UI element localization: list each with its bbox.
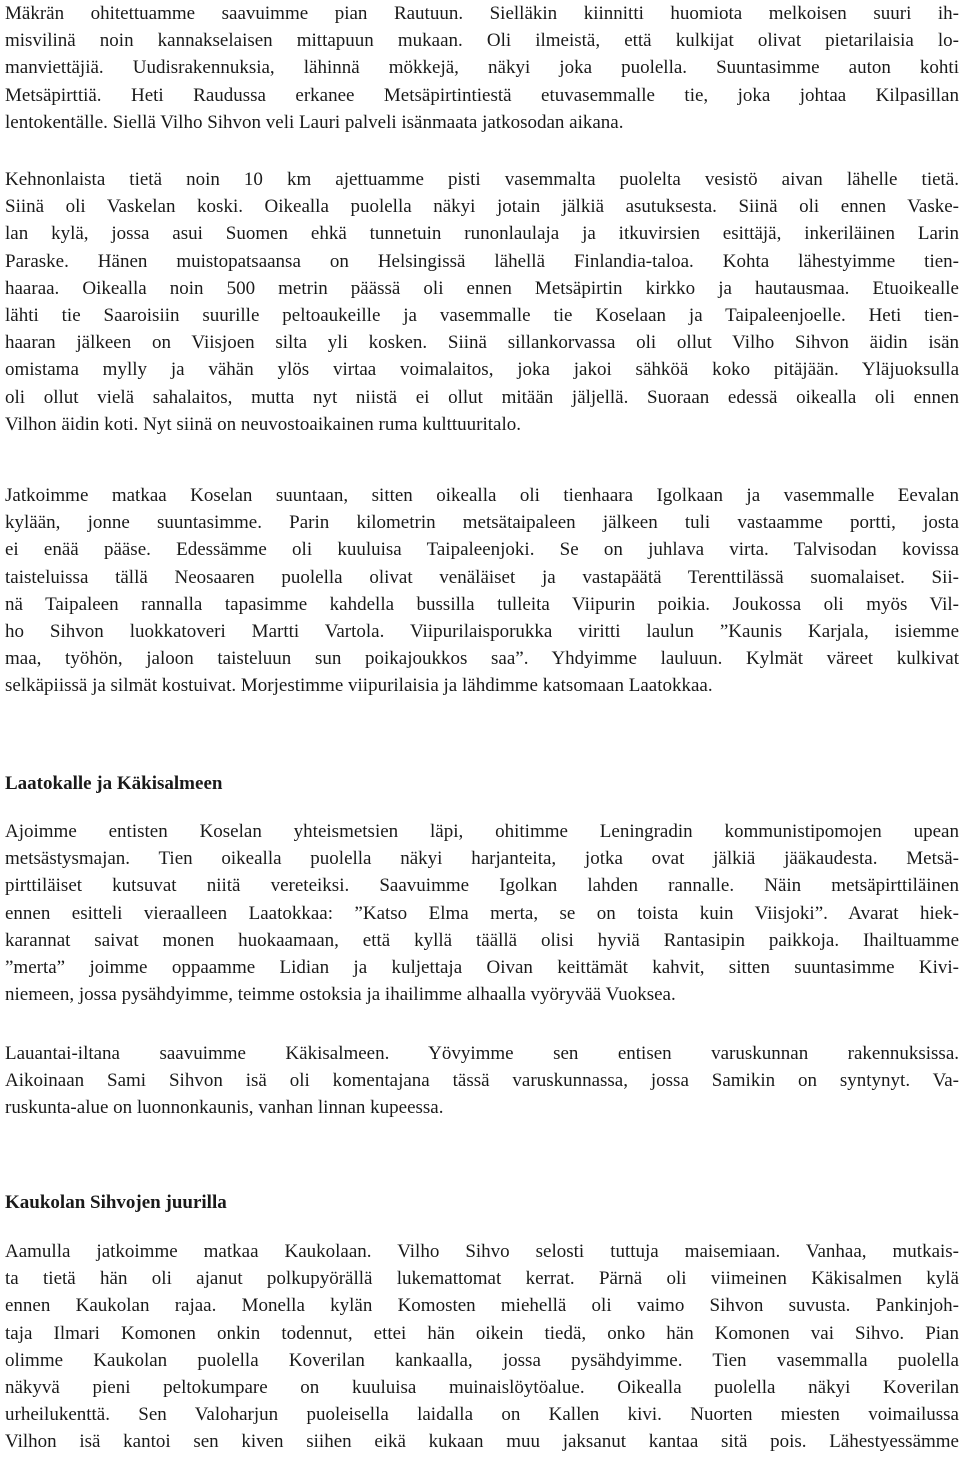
text-line: Metsäpirttiä. Heti Raudussa erkanee Metsäpirtintiestä etuvasemmalle tie, joka johtaa Kilpasillan <box>5 84 959 106</box>
paragraph-kaukola <box>5 1238 959 1456</box>
text-line: Paraske. Hänen muistopatsaansa on Helsingissä lähellä Finlandia-taloa. Kohta lähestyimme tien- <box>5 250 959 272</box>
text-line: selkäpiissä ja silmät kostuivat. Morjestimme viipurilaisia ja lähdimme katsomaan Laatokkaa. <box>5 675 713 697</box>
text-line: pirttiläiset kutsuvat niitä vereteiksi. Saavuimme Igolkan lahden rannalle. Näin metsäpirttiläinen <box>5 875 959 897</box>
text-line: Lauantai-iltana saavuimme Käkisalmeen. Yövyimme sen entisen varuskunnan rakennuksissa. <box>5 1043 959 1064</box>
text-line: ennen Kaukolan rajaa. Monella kylän Komosten miehellä oli vaimo Sihvon suvusta. Pankinjoh- <box>5 1295 959 1317</box>
text-line: Mäkrän ohitettuamme saavuimme pian Rautuun. Sielläkin kiinnitti huomiota melkoisen suuri ih- <box>5 3 959 24</box>
text-line: näkyvä pieni peltokumpare on kuuluisa muinaislöytöalue. Oikealla puolella näkyi Koverilan <box>5 1376 959 1398</box>
text-line: taja Ilmari Komonen onkin todennut, ettei hän oikein tiedä, onko hän Komonen vai Sihvo. Pian <box>5 1322 959 1344</box>
text-line: lähti tie Saaroisiin suurille peltoaukeille ja vasemmalle tie Koselaan ja Taipaleenjoelle. Heti tien- <box>5 304 959 326</box>
text-line: oli ollut vielä sahalaitos, mutta nyt niistä ei ollut mitään jäljellä. Suoraan edessä oikealla oli ennen <box>5 386 959 408</box>
text-line: niemeen, jossa pysähdyimme, teimme ostoksia ja ihailimme alhaalla vyöryvää Vuoksea. <box>5 984 676 1006</box>
text-line: haaran jälkeen on Viisjoen silta yli kosken. Siinä sillankorvassa oli ollut Vilho Sihvon äidin isän <box>5 332 959 354</box>
text-line: ”merta” joimme oppaamme Lidian ja kuljettaja Oivan keittämät kahvit, sitten suuntasimme Kivi- <box>5 956 959 978</box>
text-line: lentokentälle. Siellä Vilho Sihvon veli Lauri palveli isänmaata jatkosodan aikana. <box>5 111 624 133</box>
text-line: haaraa. Oikealla noin 500 metrin päässä oli ennen Metsäpirtin kirkko ja hautausmaa. Etuoikealle <box>5 277 959 299</box>
text-line: maa, työhön, jaloon taisteluun sun poikajoukkos saa”. Yhdyimme lauluun. Kylmät väreet kulkivat <box>5 648 959 670</box>
text-line: Ajoimme entisten Koselan yhteismetsien läpi, ohitimme Leningradin kommunistipomojen upean <box>5 821 959 842</box>
text-line: ho Sihvon luokkatoveri Martti Vartola. Viipurilaisporukka viritti laulun ”Kaunis Karjala, isiemme <box>5 620 959 642</box>
text-line: karannat saivat monen huokaamaan, että kyllä täällä olisi hyviä Rantasipin paikkoja. Ihailtuamme <box>5 929 959 951</box>
text-line: ennen esitteli vieraalleen Laatokkaa: ”Katso Elma merta, se on toista kuin Viisjoki”. Avarat hiek- <box>5 902 959 924</box>
text-line: Kehnonlaista tietä noin 10 km ajettuamme pisti vasemmalta puolelta vesistö aivan lähelle tietä. <box>5 169 959 190</box>
text-line: Aamulla jatkoimme matkaa Kaukolaan. Vilho Sihvo selosti tuttuja maisemiaan. Vanhaa, mutkais- <box>5 1241 959 1262</box>
text-line: lan kylä, jossa asui Suomen ehkä tunnetuin runonlaulaja ja itkuvirsien esittäjä, inkeriläinen Larin <box>5 223 959 245</box>
text-line: misvilinä noin kannakselaisen mittapuun mukaan. Oli ilmeistä, että kulkijat olivat pietarilaisia lo- <box>5 30 959 52</box>
text-line: Aikoinaan Sami Sihvon isä oli komentajana tässä varuskunnassa, jossa Samikin on syntynyt. Va- <box>5 1070 959 1092</box>
paragraph-koselan-suuntaan <box>5 482 959 700</box>
text-line: Jatkoimme matkaa Koselan suuntaan, sitten oikealla oli tienhaara Igolkaan ja vasemmalle Eevalan <box>5 485 959 506</box>
paragraph-rautu <box>5 0 959 136</box>
text-line: ta tietä hän oli ajanut polkupyörällä lukemattomat kerrat. Pärnä oli viimeinen Käkisalmen kylä <box>5 1268 959 1290</box>
text-line: manviettäjiä. Uudisrakennuksia, lähinnä mökkejä, näkyi joka puolella. Suuntasimme auton kohti <box>5 57 959 79</box>
text-line: kylään, jonne suuntasimme. Parin kilometrin metsätaipaleen jälkeen tuli vastaamme portti, josta <box>5 512 959 534</box>
text-line: olimme Kaukolan puolella Koverilan kankaalla, jossa pysähdyimme. Tien vasemmalla puolella <box>5 1349 959 1371</box>
text-line: Siinä oli Vaskelan koski. Oikealla puolella näkyi jotain jälkiä asutuksesta. Siinä oli ennen Vaske- <box>5 196 959 218</box>
text-line: metsästysmajan. Tien oikealla puolella näkyi harjanteita, jotka ovat jälkiä jääkaudesta. Metsä- <box>5 848 959 870</box>
paragraph-laatokka <box>5 818 959 1008</box>
text-line: ei enää pääse. Edessämme oli kuuluisa Taipaleenjoki. Se on juhlava virta. Talvisodan kovissa <box>5 539 959 561</box>
paragraph-vaskela <box>5 166 959 438</box>
text-line: Vilhon äidin koti. Nyt siinä on neuvostoaikainen ruma kulttuuritalo. <box>5 413 522 435</box>
text-line: omistama mylly ja vähän ylös virtaa voimalaitos, joka jakoi sähköä koko pitäjään. Yläjuoksulla <box>5 359 959 381</box>
text-line: Vilhon isä kantoi sen kiven siihen eikä kukaan muu jaksanut kantaa sitä pois. Lähestyessämme <box>5 1431 959 1453</box>
text-line: nä Taipaleen rannalla tapasimme kahdella bussilla tulleita Viipurin poikia. Joukossa oli myös Vil- <box>5 593 959 615</box>
text-line: urheilukenttä. Sen Valoharjun puoleisella laidalla on Kallen kivi. Nuorten miesten voimailussa <box>5 1404 959 1426</box>
section-heading: Laatokalle ja Käkisalmeen <box>5 773 223 794</box>
section-heading: Kaukolan Sihvojen juurilla <box>5 1192 227 1213</box>
paragraph-kakisalmi <box>5 1040 959 1122</box>
text-line: ruskunta-alue on luonnonkaunis, vanhan linnan kupeessa. <box>5 1097 444 1119</box>
text-line: taisteluissa tällä Neosaaren puolella olivat venäläiset ja vastapäätä Terenttilässä suomalaiset. Sii- <box>5 566 959 588</box>
